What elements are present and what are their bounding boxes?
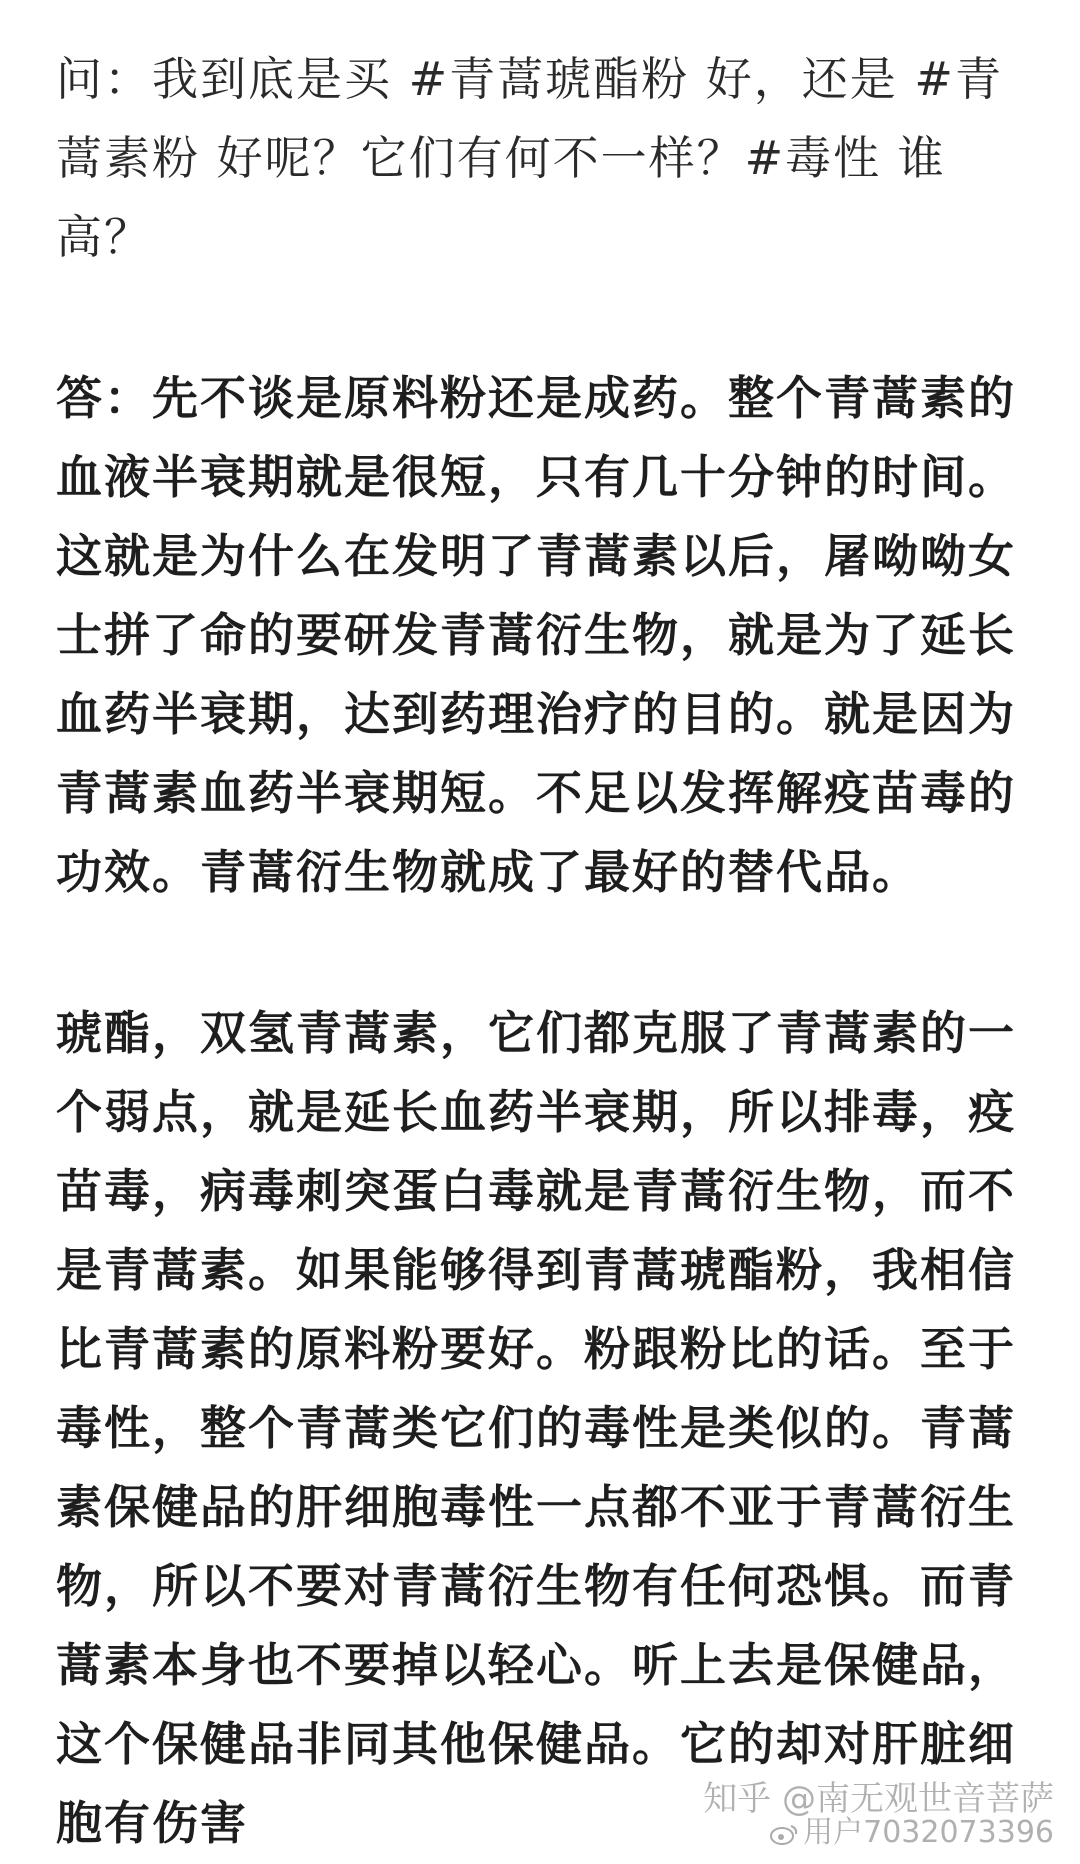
question-text: 问：我到底是买 #青蒿琥酯粉 好，还是 #青蒿素粉 好呢？它们有何不一样？#毒性 谁高？ [56,52,1003,264]
watermark [614,1780,1054,1854]
weibo-icon [769,1823,799,1845]
watermark-zhihu: 知乎 @南无观世音菩萨 [703,1779,1054,1819]
answer-paragraph-2: 琥酯，双氢青蒿素，它们都克服了青蒿素的一个弱点，就是延长血药半衰期，所以排毒，疫苗毒，病毒刺突蛋白毒就是青蒿衍生物，而不是青蒿素。如果能够得到青蒿琥酯粉，我相信比青蒿素的原料粉要好。粉跟粉比的话。至于毒性，整个青蒿类它们的毒性是类似的。青蒿素保健品的肝细胞毒性一点都不亚于青蒿衍生物，所以不要对青蒿衍生物有任何恐惧。而青蒿素本身也不要掉以轻心。听上去是保健品，这个保健品非同其他保健品。它的却对肝脏细胞有伤害 [56,1006,1016,1850]
article-body [56,40,1026,1863]
answer-paragraph-1: 答：先不谈是原料粉还是成药。整个青蒿素的血液半衰期就是很短，只有几十分钟的时间。这就是为什么在发明了青蒿素以后，屠呦呦女士拼了命的要研发青蒿衍生物，就是为了延长血药半衰期，达到药理治疗的目的。就是因为青蒿素血药半衰期短。不足以发挥解疫苗毒的功效。青蒿衍生物就成了最好的替代品。 [56,371,1016,899]
watermark-weibo-user: 用户7032073396 [803,1815,1054,1850]
watermark-weibo [769,1816,1054,1850]
